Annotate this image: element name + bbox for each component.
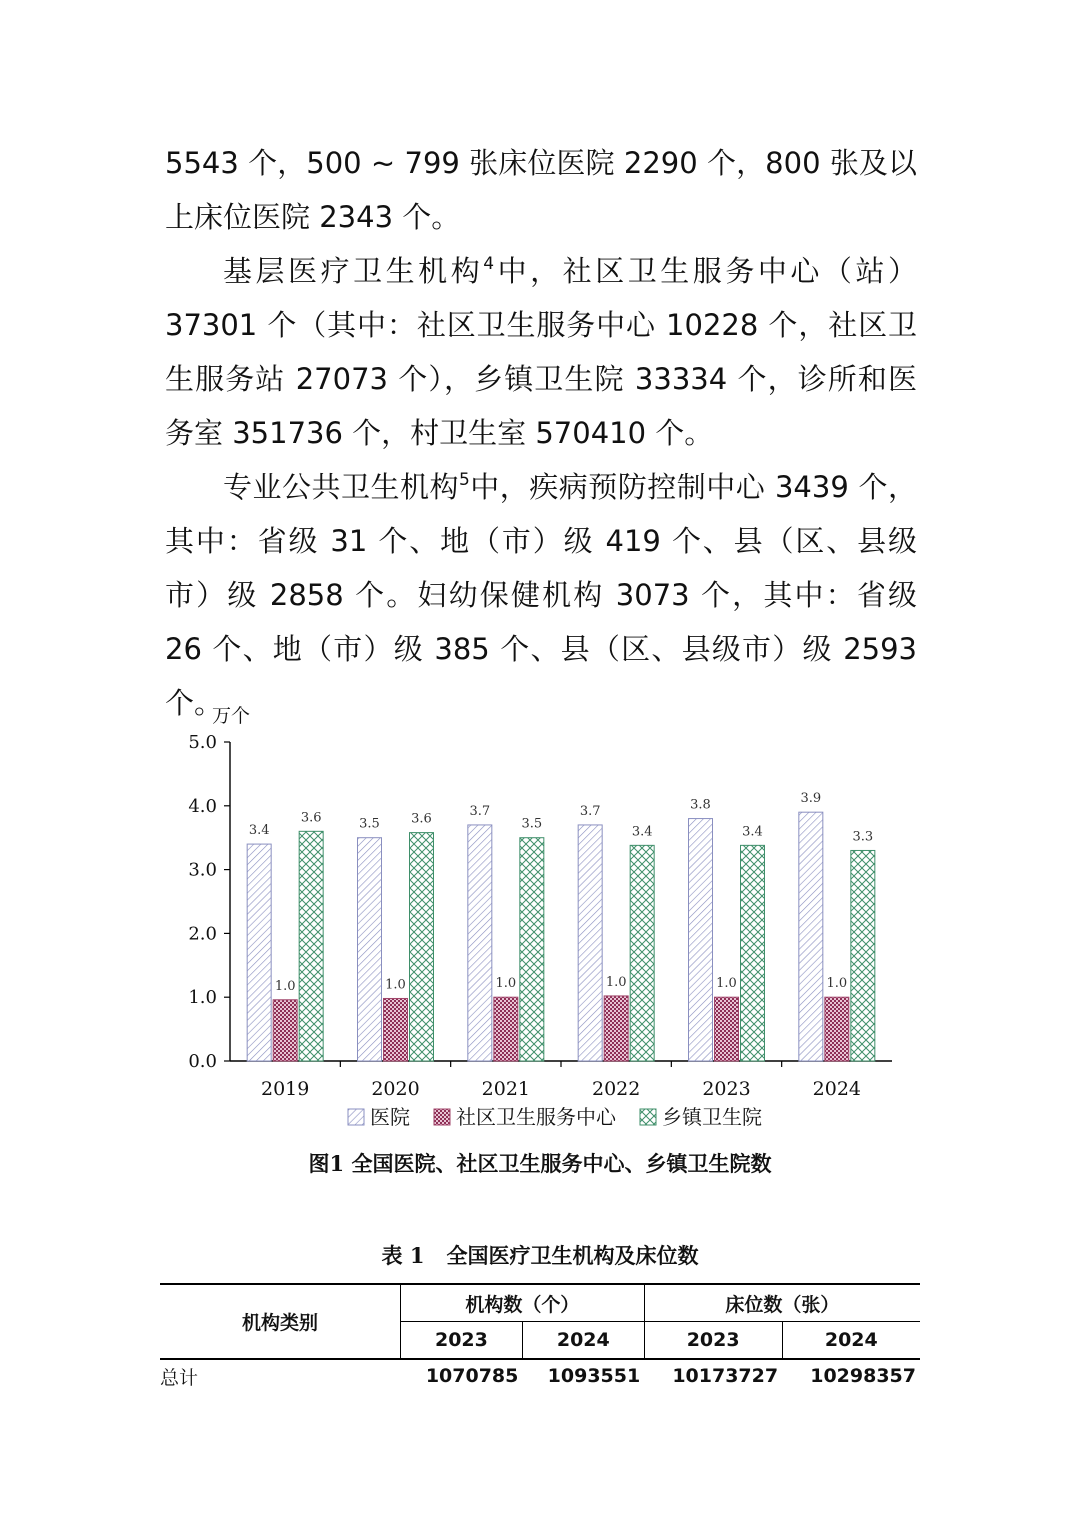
footnote-ref-4: 4 (483, 254, 495, 274)
x-tick-label: 2024 (812, 1078, 862, 1100)
data-label: 3.4 (631, 824, 653, 840)
legend-label: 医院 (370, 1105, 410, 1129)
data-label: 3.4 (742, 824, 763, 840)
y-tick-label: 5.0 (188, 732, 217, 753)
data-label: 3.5 (521, 816, 543, 832)
bar-2019-3 (299, 831, 323, 1061)
paragraph-public-health-head: 专业公共卫生机构 (223, 470, 459, 504)
institutions-bar-chart (150, 700, 930, 1150)
paragraph-public-health (165, 460, 917, 730)
bar-2024-3 (851, 850, 875, 1061)
bar-2020-1 (358, 838, 382, 1061)
bar-2024-2 (825, 997, 849, 1061)
bar-2023-2 (715, 997, 739, 1061)
bar-2019-1 (247, 844, 271, 1061)
cell-value: 1093551 (547, 1365, 641, 1387)
chart-legend (348, 1105, 762, 1129)
row-label: 总计 (160, 1366, 199, 1389)
bar-2019-2 (273, 1000, 297, 1061)
bar-2021-1 (468, 825, 492, 1061)
data-label: 1.0 (716, 976, 737, 992)
table-caption (0, 1240, 1080, 1270)
figure-caption: 图1 全国医院、社区卫生服务中心、乡镇卫生院数 (308, 1151, 772, 1176)
x-tick-label: 2021 (481, 1078, 531, 1100)
data-label: 3.3 (852, 829, 874, 845)
data-label: 3.4 (248, 823, 270, 839)
legend-swatch (640, 1109, 656, 1125)
bar-2022-1 (578, 825, 602, 1061)
header-year: 2023 (401, 1322, 523, 1360)
bar-2021-3 (520, 838, 544, 1061)
header-bed-count: 床位数（张） (644, 1284, 920, 1322)
cell-value: 10298357 (810, 1365, 916, 1387)
y-tick-label: 1.0 (188, 987, 217, 1009)
paragraph-public-health-body: 中，疾病预防控制中心 3439 个，其中：省级 31 个、地（市）级 419 个、县（区、县级市）级 2858 个。妇幼保健机构 3073 个，其中：省级 26 个、地（市）级 385 个、县（区、县级市）级 2593 个。 (165, 470, 917, 720)
header-year: 2024 (782, 1322, 920, 1360)
x-tick-label: 2019 (260, 1078, 310, 1100)
legend-label: 社区卫生服务中心 (456, 1105, 616, 1129)
header-year: 2024 (522, 1322, 644, 1360)
paragraph-hospital-beds: 5543 个，500 ~ 799 张床位医院 2290 个，800 张及以上床位医院 2343 个。 (165, 146, 917, 234)
cell-value: 1070785 (425, 1365, 519, 1387)
table-title: 全国医疗卫生机构及床位数 (446, 1243, 699, 1268)
data-label: 1.0 (605, 974, 627, 990)
paragraph-primary-care-head: 基层医疗卫生机构 (223, 254, 484, 288)
legend-swatch (348, 1109, 364, 1125)
header-institution-count: 机构数（个） (401, 1284, 645, 1322)
y-unit-label: 万个 (212, 705, 251, 727)
data-label: 1.0 (495, 976, 517, 992)
bar-2020-2 (384, 998, 408, 1061)
data-label: 3.9 (800, 791, 822, 807)
table-number: 表 1 (381, 1243, 425, 1268)
data-label: 3.7 (469, 803, 491, 819)
institutions-table (160, 1283, 920, 1392)
data-label: 1.0 (826, 976, 848, 992)
header-category: 机构类别 (160, 1284, 401, 1359)
paragraph-primary-care (165, 244, 917, 460)
x-tick-label: 2023 (702, 1078, 751, 1100)
legend-swatch (434, 1109, 450, 1125)
data-label: 3.5 (359, 816, 380, 832)
bar-2024-1 (799, 812, 823, 1061)
data-label: 3.8 (690, 797, 711, 813)
footnote-ref-5: 5 (458, 470, 470, 490)
chart-bars (247, 791, 875, 1061)
y-tick-label: 0.0 (188, 1051, 217, 1072)
cell-value: 10173727 (672, 1365, 779, 1387)
y-tick-label: 2.0 (188, 923, 217, 945)
y-tick-label: 3.0 (188, 859, 217, 881)
bar-2022-3 (630, 845, 654, 1061)
data-label: 1.0 (274, 978, 296, 994)
header-year: 2023 (644, 1322, 782, 1360)
table-row (160, 1359, 920, 1392)
x-tick-label: 2022 (591, 1078, 641, 1100)
bar-2023-1 (689, 819, 713, 1061)
bar-2023-3 (741, 845, 765, 1061)
legend-label: 乡镇卫生院 (662, 1105, 762, 1129)
data-label: 3.7 (579, 803, 601, 819)
data-label: 3.6 (411, 811, 432, 827)
data-label: 3.6 (300, 810, 322, 826)
paragraph-primary-care-body: 中，社区卫生服务中心（站）37301 个（其中：社区卫生服务中心 10228 个，社区卫生服务站 27073 个），乡镇卫生院 33334 个，诊所和医务室 351736 个，村卫生室 570410 个。 (165, 254, 917, 450)
data-label: 1.0 (385, 977, 406, 993)
bar-2020-3 (410, 833, 434, 1061)
x-tick-label: 2020 (371, 1078, 420, 1100)
y-tick-label: 4.0 (188, 795, 217, 817)
bar-2022-2 (604, 996, 628, 1061)
bar-2021-2 (494, 997, 518, 1061)
